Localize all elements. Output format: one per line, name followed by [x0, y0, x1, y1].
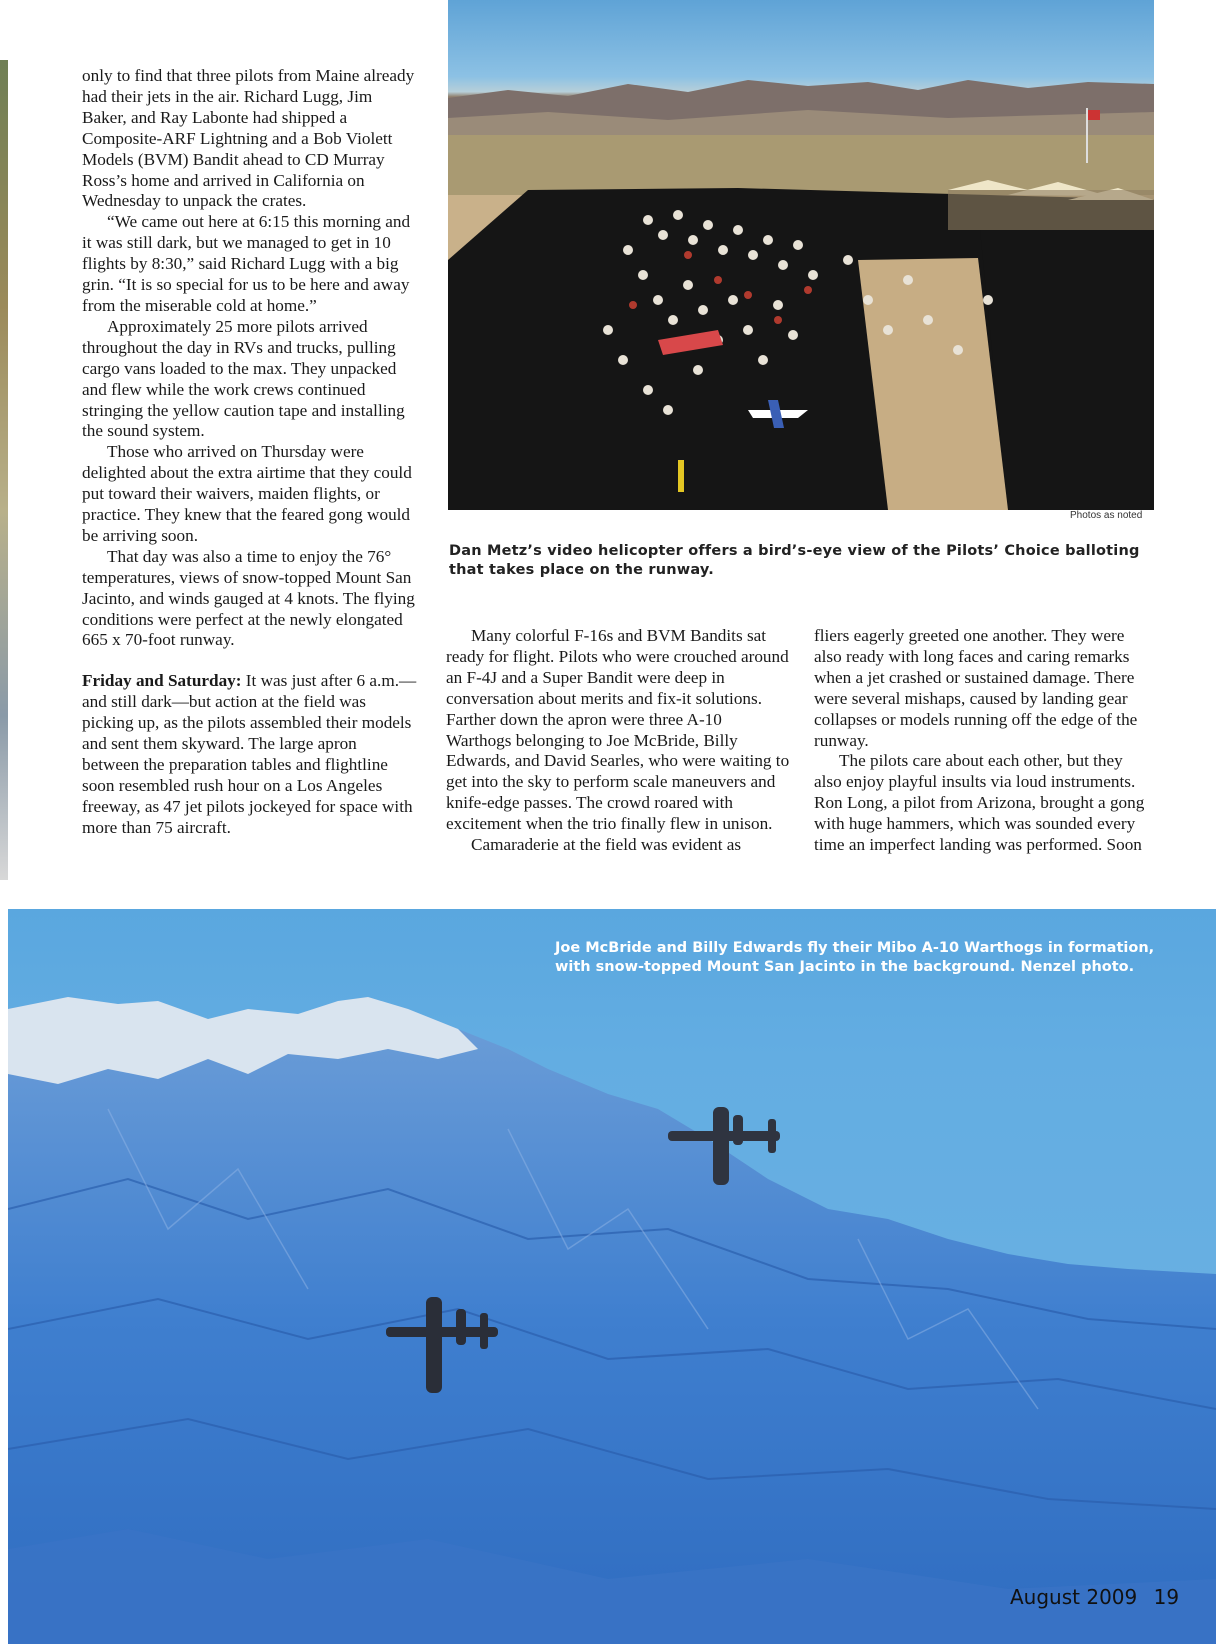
paragraph: That day was also a time to enjoy the 76° temperatures, views of snow-topped Mount San Jacinto, and winds gauged at 4 knots. The flying conditions were perfect at the newly elongated 665 x 70-foot runway. [82, 546, 415, 650]
paragraph: Camaraderie at the field was evident as [471, 835, 742, 855]
issue-date: August 2009 [1010, 1585, 1138, 1609]
article-column-middle [446, 626, 791, 856]
paragraph: The pilots care about each other, but they also enjoy playful insults via loud instruments. Ron Long, a pilot from Arizona, brought a gong with huge hammers, which was sounded every time an imperfect landing was performed. Soon [814, 751, 1145, 855]
article-column-right [814, 626, 1154, 856]
paragraph-body: It was just after 6 a.m.—and still dark—but action at the field was picking up, as the pilots assembled their models and sent them skyward. The large apron between the preparation tables and flightline soon resembled rush hour on a Los Angeles freeway, as 47 jet pilots jockeyed for space with more than 75 aircraft. [82, 671, 417, 837]
article-column-left [82, 66, 417, 839]
a10-photo-caption: Joe McBride and Billy Edwards fly their Mibo A-10 Warthogs in formation, with snow-topped Mount San Jacinto in the background. Nenzel photo. [555, 940, 1155, 975]
run-in-heading: Friday and Saturday: [82, 671, 242, 691]
paragraph: Many colorful F-16s and BVM Bandits sat ready for flight. Pilots who were crouched around an F-4J and a Super Bandit were deep in conversation about merits and fix-it solutions. Farther down the apron were three A-10 Warthogs belonging to Joe McBride, Billy Edwards, and David Searles, who were waiting to get into the sky to perform scale maneuvers and knife-edge passes. The crowd roared with excitement when the trio finally flew in unison. [446, 626, 790, 834]
photo-credit: Photos as noted [1070, 510, 1143, 521]
a10-formation-photo [8, 909, 1216, 1644]
facing-page-edge [0, 60, 8, 880]
paragraph: Approximately 25 more pilots arrived throughout the day in RVs and trucks, pulling cargo vans loaded to the max. They unpacked and flew while the work crews continued stringing the yellow caution tape and installing the sound system. [82, 316, 405, 441]
page-number: 19 [1153, 1585, 1180, 1609]
paragraph: fliers eagerly greeted one another. They were also ready with long faces and caring remarks when a jet crashed or sustained damage. There were several mishaps, caused by landing gear collapses or models running off the edge of the runway. [814, 626, 1138, 750]
paragraph: only to find that three pilots from Maine already had their jets in the air. Richard Lugg, Jim Baker, and Ray Labonte had shipped a Composite-ARF Lightning and a Bob Violett Models (BVM) Bandit ahead to CD Murray Ross’s home and arrived in California on Wednesday to unpack the crates. [82, 66, 415, 211]
paragraph-friday-saturday [82, 671, 417, 838]
runway-photo-caption: Dan Metz’s video helicopter offers a bird’s-eye view of the Pilots’ Choice balloting that takes place on the runway. [449, 543, 1140, 578]
page-folio [1010, 1585, 1179, 1609]
runway-photo-illustration [448, 0, 1154, 510]
runway-aerial-photo [448, 0, 1154, 510]
paragraph: Those who arrived on Thursday were delighted about the extra airtime that they could put toward their waivers, maiden flights, or practice. They knew that the feared gong would be arriving soon. [82, 442, 412, 545]
a10-photo-illustration [8, 909, 1216, 1644]
paragraph: “We came out here at 6:15 this morning and it was still dark, but we managed to get in 10 flights by 8:30,” said Richard Lugg with a big grin. “It is so special for us to be here and away from the miserable cold at home.” [82, 212, 411, 315]
